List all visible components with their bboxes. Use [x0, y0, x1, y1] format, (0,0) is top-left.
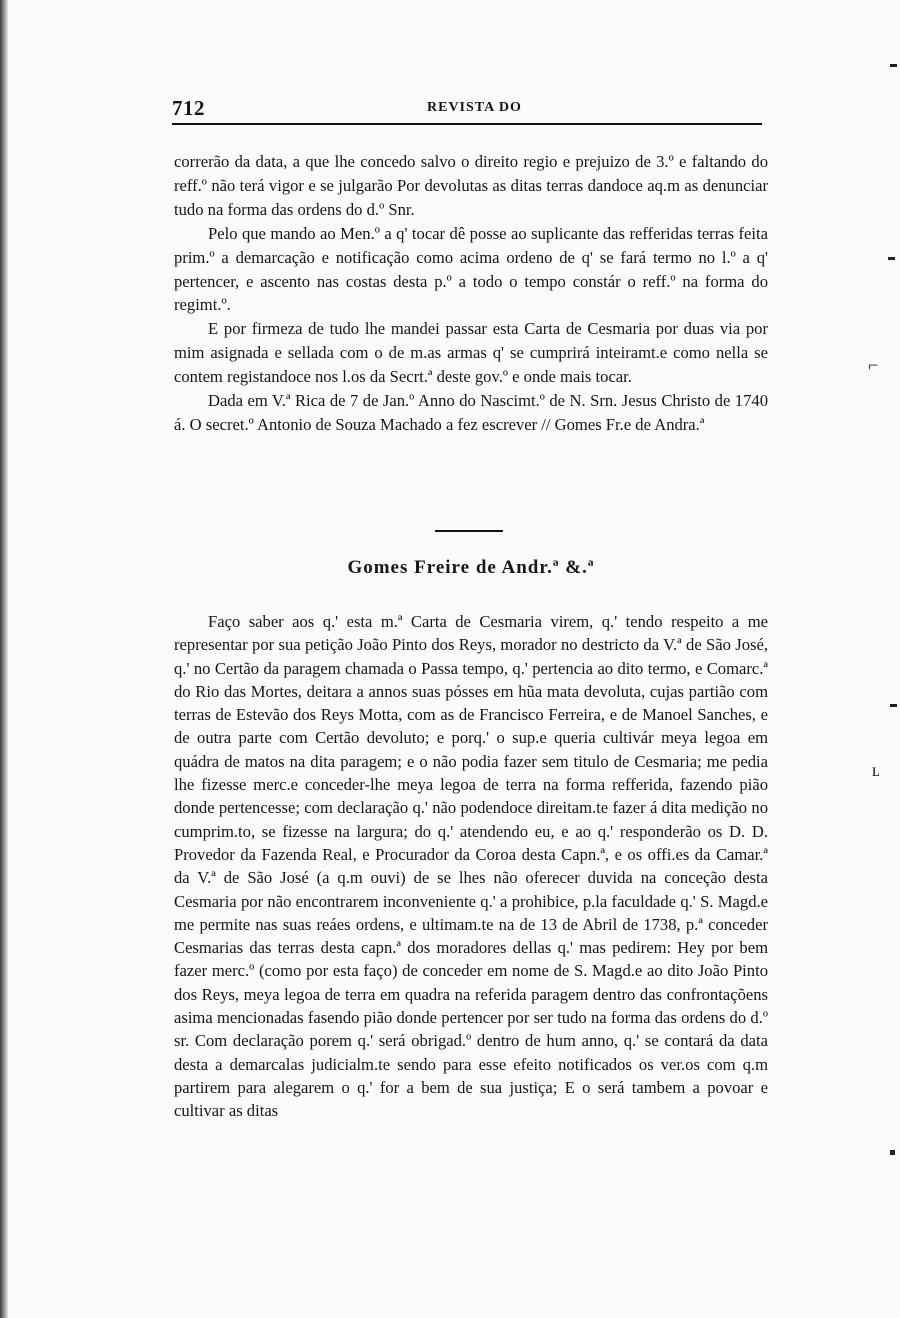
letter-conclusion — [174, 150, 768, 437]
margin-mark — [890, 64, 897, 67]
paragraph: Dada em V.ª Rica de 7 de Jan.º Anno do Nascimt.º de N. Srn. Jesus Christo de 1740 á. O secret.º Antonio de Souza Machado a fez escrever // Gomes Fr.e de Andra.ª — [174, 391, 768, 434]
section-heading: Gomes Freire de Andr.ª &.ª — [347, 557, 595, 578]
margin-tick-icon: ⌐ — [868, 355, 879, 375]
margin-mark — [890, 1150, 895, 1155]
paragraph: Pelo que mando ao Men.º a q' tocar dê posse ao suplicante das refferidas terras feita prim.º a demarcação e notificação como acima ordeno de q' se fará termo no l.º a q' pertencer, e ascento nas costas desta p.º a todo o tempo constár o reff.º na forma do regimt.º. — [174, 223, 768, 315]
binding-shadow — [0, 0, 8, 1318]
paragraph: correrão da data, a que lhe concedo salvo o direito regio e prejuizo de 3.º e faltando do reff.º não terá vigor e se julgarão Por devolutas as ditas terras dandoce aq.m as denunciar tudo na forma das ordens do d.º Snr. — [174, 152, 768, 219]
page-number: 712 — [172, 96, 205, 120]
section-divider — [435, 530, 503, 532]
margin-tick-icon: ʟ — [872, 760, 880, 780]
margin-mark — [888, 257, 895, 260]
grant-text — [174, 610, 768, 1123]
running-title: REVISTA DO — [427, 100, 522, 115]
paragraph: E por firmeza de tudo lhe mandei passar esta Carta de Cesmaria por duas via por mim asignada e sellada com o de m.as armas q' se cumprirá inteiramt.e como nella se contem registandoce nos l.os da Secrt.ª deste gov.º e onde mais tocar. — [174, 319, 768, 387]
margin-mark — [890, 704, 897, 707]
running-header — [172, 96, 762, 120]
header-rule — [172, 123, 762, 125]
paragraph: Faço saber aos q.' esta m.ª Carta de Cesmaria virem, q.' tendo respeito a me representar por sua petição João Pinto dos Reys, morador no destricto da V.ª de São José, q.' no Certão da paragem chamada o Passa tempo, q.' pertencia ao dito termo, e Comarc.ª do Rio das Mortes, deitara a annos suas pósses em hũa mata devoluta, cujas partião com terras de Estevão dos Reys Motta, com as de Francisco Ferreira, e de Manoel Sanches, e de outra parte com Certão devoluto; e porq.' o sup.e queria cultivár meya legoa em quádra de matos na dita paragem; e o não podia fazer sem titulo de Cesmaria; me pedia lhe fizesse merc.e conceder-lhe meya legoa de terra na forma refferida, fazendo pião donde pertencesse; com declaração q.' não podendoce direitam.te fazer á dita medição no cumprim.to, se fizesse na largura; do q.' atendendo eu, e ao q.' responderão os D. D. Provedor da Fazenda Real, e Procurador da Coroa desta Capn.ª, e os offi.es da Camar.ª da V.ª de São José (a q.m ouvi) de se lhes não oferecer duvida na conceção desta Cesmaria por não encontrarem inconveniente q.' a prohibice, p.la faculdade q.' S. Magd.e me permite nas suas reáes ordens, e ultimam.te na de 13 de Abril de 1738, p.ª conceder Cesmarias das terras desta capn.ª dos moradores dellas q.' mas pedirem: Hey por bem fazer merc.º (como por esta faço) de conceder em nome de S. Magd.e ao dito João Pinto dos Reys, meya legoa de terra em quadra na referida paragem dentro das confrontaçõens asima mencionadas fasendo pião donde pertencer por ser tudo na forma das ordens do d.º sr. Com declaração porem q.' será obrigad.º dentro de hum anno, q.' se contará da data desta a demarcalas judicialm.te sendo para esse efeito notificados os ver.os com q.m partirem para alegarem o q.' for a bem de sua justiça; E o será tambem a povoar e cultivar as ditas — [174, 612, 768, 1121]
